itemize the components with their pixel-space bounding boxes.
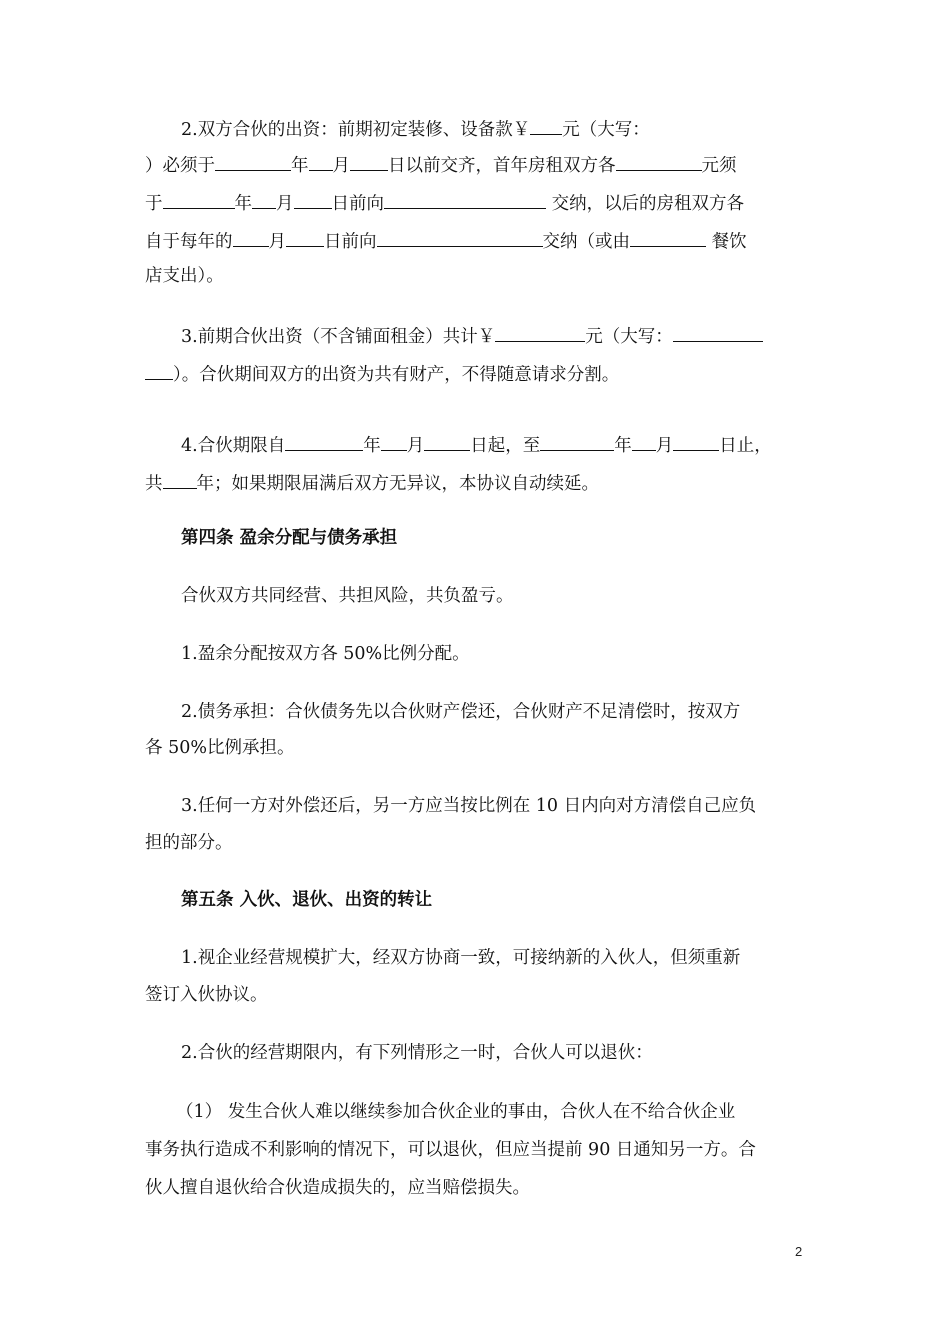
line-text: 元须 [701,156,737,176]
line-text: 签订入伙协议。 [145,985,268,1005]
line-text: 1.视企业经营规模扩大，经双方协商一致，可接纳新的入伙人，但须重新 [181,948,741,968]
paragraph-line [181,116,650,142]
fill-in-blank[interactable] [632,432,656,451]
line-text: 年 [234,194,252,214]
line-text: 元（大写： [562,120,650,140]
line-text: 1.盈余分配按双方各 50%比例分配。 [181,644,470,664]
line-text: 月 [655,436,674,456]
fill-in-blank[interactable] [381,432,407,451]
line-text: 年；如果期限届满后双方无异议，本协议自动续延。 [196,474,599,494]
line-text: 共 [145,474,163,494]
line-text: 合伙双方共同经营、共担风险，共负盈亏。 [181,586,514,606]
line-text: 日止， [719,436,772,456]
line-text: 元（大写： [585,327,673,347]
line-text: 事务执行造成不利影响的情况下，可以退伙，但应当提前 90 日通知另一方。合 [145,1140,756,1160]
line-text: 月 [276,194,294,214]
fill-in-blank[interactable] [673,323,763,342]
line-text: 日前向 [331,194,384,214]
line-text: 餐饮 [706,232,747,252]
fill-in-blank[interactable] [495,323,585,342]
paragraph-line [181,584,514,608]
fill-in-blank[interactable] [286,228,324,247]
fill-in-blank[interactable] [285,432,363,451]
paragraph-line [145,152,737,178]
line-text: 2.债务承担：合伙债务先以合伙财产偿还，合伙财产不足清偿时，按双方 [181,702,741,722]
paragraph-line [145,228,747,254]
fill-in-blank[interactable] [616,152,702,171]
fill-in-blank[interactable] [630,228,706,247]
fill-in-blank[interactable] [215,152,291,171]
line-text: 第五条 入伙、退伙、出资的转让 [181,890,433,910]
line-text: 各 50%比例承担。 [145,738,295,758]
paragraph-line [145,736,294,760]
line-text: 月 [268,232,286,252]
paragraph-line [145,470,599,496]
line-text: 担的部分。 [145,833,233,853]
fill-in-blank[interactable] [377,228,543,247]
line-text: 4.合伙期限自 [181,436,286,456]
fill-in-blank[interactable] [309,152,333,171]
section-heading [181,888,432,912]
fill-in-blank[interactable] [424,432,470,451]
paragraph-line [181,794,756,818]
paragraph-line [145,831,233,855]
fill-in-blank[interactable] [252,190,276,209]
line-text: 日以前交齐，首年房租双方各 [388,156,616,176]
line-text: 3.前期合伙出资（不含铺面租金）共计￥ [181,327,496,347]
line-text: 年 [291,156,309,176]
line-text: 月 [332,156,350,176]
fill-in-blank[interactable] [294,190,332,209]
fill-in-blank[interactable] [384,190,546,209]
line-text: 3.任何一方对外偿还后，另一方应当按比例在 10 日内向对方清偿自己应负 [181,796,757,816]
paragraph-line [145,1176,530,1200]
line-text: 日起，至 [470,436,541,456]
line-text: ）。合伙期间双方的出资为共有财产，不得随意请求分割。 [173,365,620,385]
line-text: 于 [145,194,163,214]
line-text: 店支出）。 [145,266,224,286]
section-heading [181,526,397,550]
line-text: 伙人擅自退伙给合伙造成损失的，应当赔偿损失。 [145,1178,530,1198]
line-text: 年 [363,436,381,456]
fill-in-blank[interactable] [145,361,173,380]
line-text: 年 [614,436,632,456]
paragraph-line [145,190,744,216]
line-text: 月 [406,436,425,456]
paragraph-line [145,1138,756,1162]
paragraph-line [176,1100,735,1124]
fill-in-blank[interactable] [163,190,235,209]
line-text: 自于每年的 [145,232,233,252]
paragraph-line [145,264,224,288]
line-text: 交纳（或由 [542,232,630,252]
paragraph-line [181,642,470,666]
fill-in-blank[interactable] [530,116,562,135]
fill-in-blank[interactable] [233,228,269,247]
paragraph-line [181,323,763,349]
paragraph-line [145,983,268,1007]
paragraph-line [181,432,772,458]
paragraph-line [181,1041,653,1065]
paragraph-line [181,700,740,724]
line-text: 交纳，以后的房租双方各 [546,194,745,214]
fill-in-blank[interactable] [540,432,614,451]
fill-in-blank[interactable] [163,470,197,489]
line-text: （1） 发生合伙人难以继续参加合伙企业的事由，合伙人在不给合伙企业 [176,1102,736,1122]
line-text: 第四条 盈余分配与债务承担 [181,528,398,548]
page-number: 2 [795,1244,803,1259]
fill-in-blank[interactable] [673,432,719,451]
paragraph-line [145,361,619,387]
paragraph-line [181,946,740,970]
line-text: 日前向 [324,232,377,252]
line-text: 2.双方合伙的出资：前期初定装修、设备款￥ [181,120,531,140]
line-text: 2.合伙的经营期限内，有下列情形之一时，合伙人可以退伙： [181,1043,653,1063]
fill-in-blank[interactable] [350,152,388,171]
line-text: ）必须于 [145,156,215,176]
